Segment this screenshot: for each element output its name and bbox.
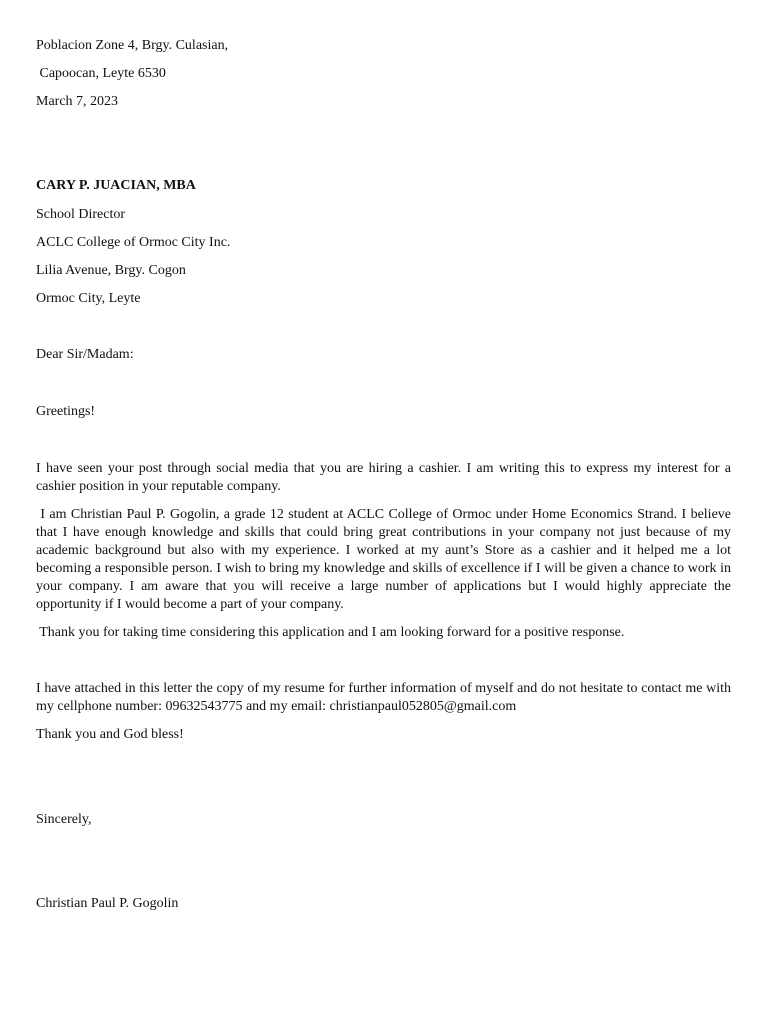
greeting: Greetings! bbox=[36, 404, 96, 419]
signature-name: Christian Paul P. Gogolin bbox=[36, 896, 179, 911]
recipient-street: Lilia Avenue, Brgy. Cogon bbox=[36, 263, 186, 278]
body-paragraph-5: Thank you and God bless! bbox=[36, 727, 184, 742]
letter-date: March 7, 2023 bbox=[36, 94, 119, 109]
body-paragraph-3: Thank you for taking time considering this application and I am looking forward for a positive response. bbox=[36, 625, 625, 640]
closing: Sincerely, bbox=[36, 812, 92, 827]
sender-address-line1: Poblacion Zone 4, Brgy. Culasian, bbox=[36, 38, 229, 53]
sender-address-line2: Capoocan, Leyte 6530 bbox=[36, 66, 166, 81]
letter-page bbox=[36, 0, 735, 1024]
recipient-name: CARY P. JUACIAN, MBA bbox=[36, 178, 196, 193]
body-paragraph-1: I have seen your post through social media that you are hiring a cashier. I am writing this to express my interest for a cashier position in your reputable company. bbox=[36, 461, 731, 494]
body-paragraph-2: I am Christian Paul P. Gogolin, a grade 12 student at ACLC College of Ormoc under Home Economics Strand. I believe that I have enough knowledge and skills that could bring great contributions in your company not just because of my academic background but also with my experience. I worked at my aunt’s Store as a cashier and it helped me a lot becoming a responsible person. I wish to bring my knowledge and skills of excellence if I will be given a chance to work in your company. I am aware that you will receive a large number of applications but I would highly appreciate the opportunity if I would become a part of your company. bbox=[36, 507, 735, 612]
recipient-city: Ormoc City, Leyte bbox=[36, 291, 141, 306]
recipient-organization: ACLC College of Ormoc City Inc. bbox=[36, 235, 231, 250]
body-paragraph-4: I have attached in this letter the copy of my resume for further information of myself and do not hesitate to contact me with my cellphone number: 09632543775 and my email: christianpaul052805@gmail.com bbox=[36, 681, 731, 714]
recipient-title: School Director bbox=[36, 207, 126, 222]
salutation: Dear Sir/Madam: bbox=[36, 347, 134, 362]
